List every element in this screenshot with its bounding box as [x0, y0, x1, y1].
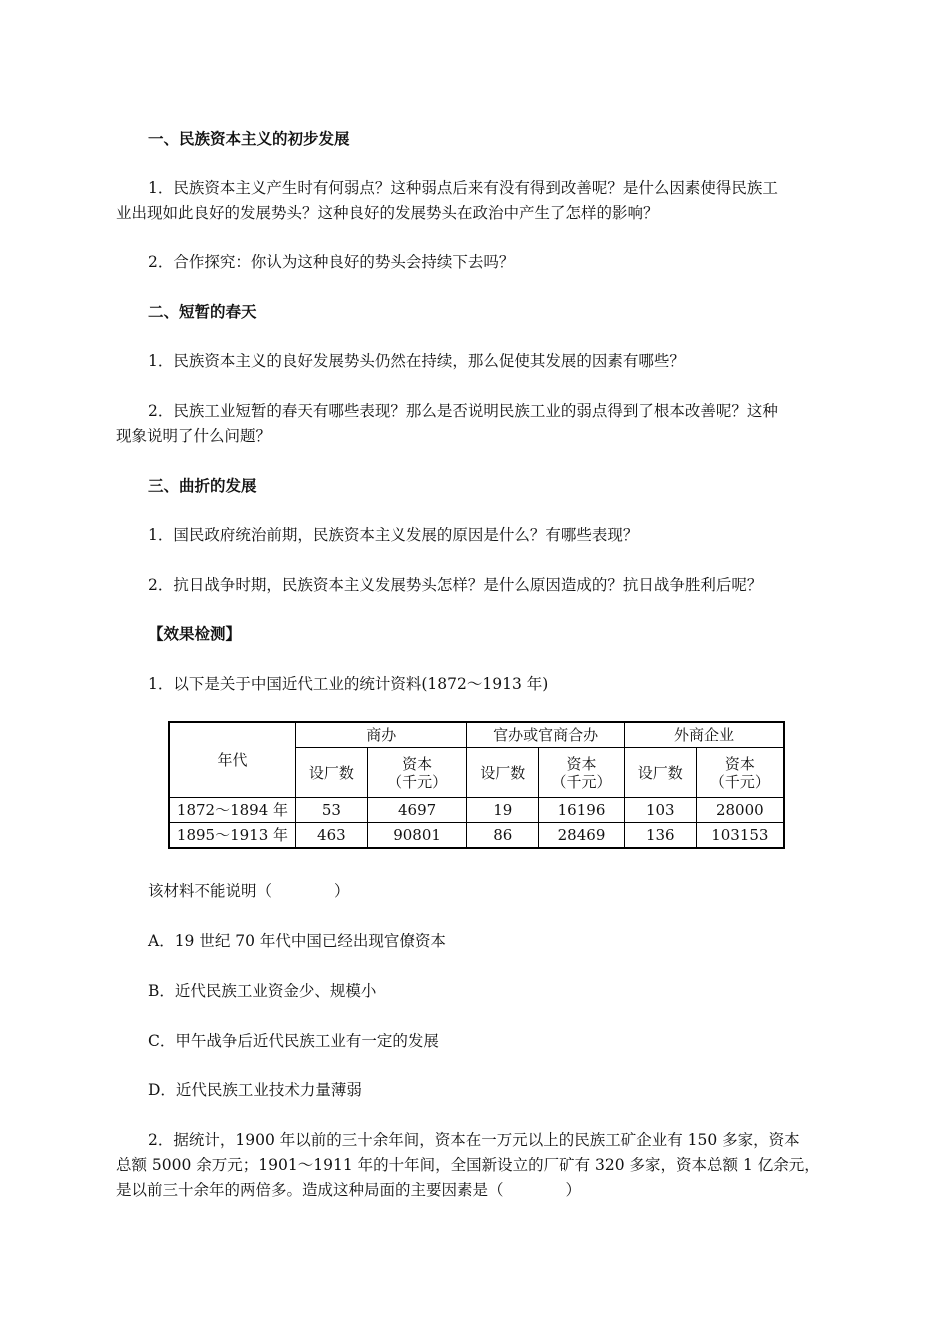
q2-line-1: 2．据统计，1900 年以前的三十余年间，资本在一万元以上的民族工矿企业有 150 多家，资本 [148, 1131, 800, 1149]
subheader-capital: 资本 （千元） [539, 748, 625, 798]
table-cell: 53 [295, 798, 367, 823]
section-2-title: 二、短暂的春天 [148, 302, 257, 321]
section-3-title: 三、曲折的发展 [148, 476, 257, 495]
subheader-capital: 资本 （千元） [696, 748, 784, 798]
table-cell: 103153 [696, 823, 784, 849]
table-cell: 136 [624, 823, 696, 849]
section-2-item-2-line-2: 现象说明了什么问题？ [116, 427, 272, 445]
section-1-title: 一、民族资本主义的初步发展 [148, 129, 350, 148]
test-heading: 【效果检测】 [148, 624, 242, 643]
section-2-item-1: 1．民族资本主义的良好发展势头仍然在持续，那么促使其发展的因素有哪些？ [148, 352, 685, 370]
section-1-item-1-line-1: 1．民族资本主义产生时有何弱点？这种弱点后来有没有得到改善呢？是什么因素使得民族工 [148, 179, 778, 197]
row-year: 1895～1913 年 [169, 823, 295, 849]
section-3-item-1: 1．国民政府统治前期，民族资本主义发展的原因是什么？有哪些表现？ [148, 526, 639, 544]
q1-option-a: A．19 世纪 70 年代中国已经出现官僚资本 [148, 932, 446, 950]
group-header-private: 商办 [295, 722, 466, 748]
table-cell: 19 [467, 798, 539, 823]
statistics-table [168, 721, 785, 849]
section-2-item-2-line-1: 2．民族工业短暂的春天有哪些表现？那么是否说明民族工业的弱点得到了根本改善呢？这种 [148, 402, 778, 420]
group-header-foreign: 外商企业 [624, 722, 784, 748]
table-row [169, 798, 784, 823]
table-cell: 463 [295, 823, 367, 849]
row-year: 1872～1894 年 [169, 798, 295, 823]
subheader-count: 设厂数 [467, 748, 539, 798]
subheader-count: 设厂数 [624, 748, 696, 798]
q2-line-2: 总额 5000 余万元；1901～1911 年的十年间，全国新设立的厂矿有 320 多家，资本总额 1 亿余元， [116, 1156, 820, 1174]
table-cell: 28000 [696, 798, 784, 823]
table-cell: 86 [467, 823, 539, 849]
table-cell: 90801 [367, 823, 467, 849]
q1-prompt: 1．以下是关于中国近代工业的统计资料(1872～1913 年) [148, 675, 549, 693]
table-cell: 28469 [539, 823, 625, 849]
section-3-item-2: 2．抗日战争时期，民族资本主义发展势头怎样？是什么原因造成的？抗日战争胜利后呢？ [148, 576, 763, 594]
q1-option-b: B．近代民族工业资金少、规模小 [148, 982, 377, 1000]
year-header: 年代 [169, 722, 295, 798]
section-1-item-2: 2．合作探究：你认为这种良好的势头会持续下去吗？ [148, 253, 515, 271]
table-cell: 4697 [367, 798, 467, 823]
q1-option-d: D．近代民族工业技术力量薄弱 [148, 1081, 362, 1099]
q2-line-3: 是以前三十余年的两倍多。造成这种局面的主要因素是（ ） [116, 1181, 582, 1199]
group-header-official: 官办或官商合办 [467, 722, 624, 748]
table-cell: 16196 [539, 798, 625, 823]
subheader-count: 设厂数 [295, 748, 367, 798]
table-cell: 103 [624, 798, 696, 823]
section-1-item-1-line-2: 业出现如此良好的发展势头？这种良好的发展势头在政治中产生了怎样的影响？ [116, 204, 659, 222]
q1-option-c: C．甲午战争后近代民族工业有一定的发展 [148, 1032, 439, 1050]
subheader-capital: 资本 （千元） [367, 748, 467, 798]
table-row [169, 823, 784, 849]
q1-stem: 该材料不能说明（ ） [148, 882, 350, 900]
